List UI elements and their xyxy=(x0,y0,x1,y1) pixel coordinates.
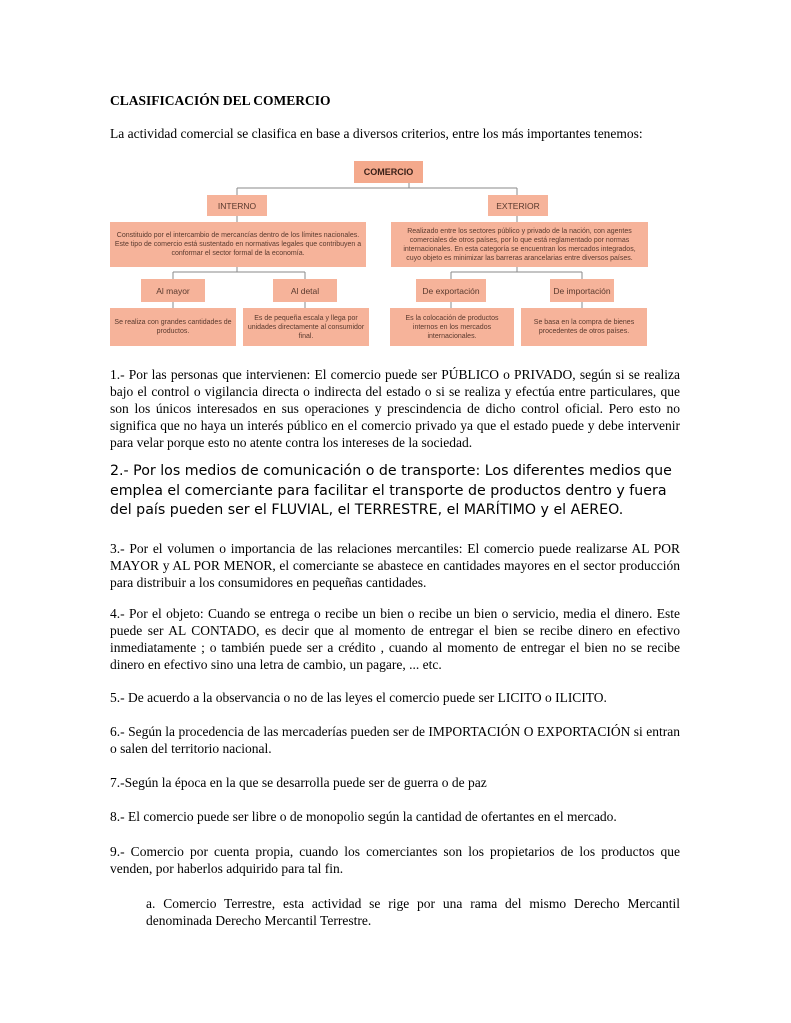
diagram-node-al-mayor: Al mayor xyxy=(141,279,205,302)
paragraph-1: 1.- Por las personas que intervienen: El comercio puede ser PÚBLICO o PRIVADO, según si se realiza bajo el control o vigilancia directa o indirecta del estado o si se realiza y efectúa entre particulares, que son los únicos interesados en sus operaciones y prescindencia de dicho control oficial. Pero esto no significa que no haya un interés público en el comercio privado ya que el estado puede y debe intervenir para velar porque esto no atente contra los intereses de la sociedad. xyxy=(110,367,680,450)
paragraph-2: 2.- Por los medios de comunicación o de transporte: Los diferentes medios que emplea el comerciante para facilitar el transporte de productos dentro y fuera del país pueden ser el FLUVIAL, el TERRESTRE, el MARÍTIMO y el AEREO. xyxy=(110,463,672,518)
paragraph-8: 8.- El comercio puede ser libre o de monopolio según la cantidad de ofertantes en el mercado. xyxy=(110,809,617,824)
document-title: CLASIFICACIÓN DEL COMERCIO xyxy=(110,93,331,108)
diagram-desc-exterior: Realizado entre los sectores público y privado de la nación, con agentes comerciales de otros países, por lo que está reglamentado por normas internacionales. En esta categoría se encuentran los mercados integrados, cuyo objeto es minimizar las barreras arancelarias entre diversos países. xyxy=(391,222,648,267)
paragraph-3: 3.- Por el volumen o importancia de las relaciones mercantiles: El comercio puede realizarse AL POR MAYOR y AL POR MENOR, el comerciante se abastece en cantidades mayores en el sector producción para distribuir a los consumidores en pequeñas cantidades. xyxy=(110,541,680,590)
diagram-node-de-exportacion: De exportación xyxy=(416,279,486,302)
classification-diagram xyxy=(108,158,650,348)
diagram-desc-de-exportacion: Es la colocación de productos internos en los mercados internacionales. xyxy=(390,308,514,346)
diagram-desc-de-importacion: Se basa en la compra de bienes procedentes de otros países. xyxy=(521,308,647,346)
diagram-desc-al-mayor: Se realiza con grandes cantidades de productos. xyxy=(110,308,236,346)
diagram-node-interno: INTERNO xyxy=(207,195,267,216)
diagram-desc-al-detal: Es de pequeña escala y llega por unidades directamente al consumidor final. xyxy=(243,308,369,346)
intro-text: La actividad comercial se clasifica en base a diversos criterios, entre los más importantes tenemos: xyxy=(110,126,643,141)
paragraph-5: 5.- De acuerdo a la observancia o no de las leyes el comercio puede ser LICITO o ILICITO. xyxy=(110,690,607,705)
diagram-node-exterior: EXTERIOR xyxy=(488,195,548,216)
diagram-desc-interno: Constituido por el intercambio de mercancías dentro de los límites nacionales. Este tipo de comercio está sustentado en normativas legales que contribuyen a conformar el sector formal de la economía. xyxy=(110,222,366,267)
list-item-9a: a. Comercio Terrestre, esta actividad se rige por una rama del mismo Derecho Mercantil denominada Derecho Mercantil Terrestre. xyxy=(146,896,680,928)
diagram-node-de-importacion: De importación xyxy=(550,279,614,302)
diagram-root-comercio: COMERCIO xyxy=(354,161,423,183)
diagram-node-al-detal: Al detal xyxy=(273,279,337,302)
paragraph-9: 9.- Comercio por cuenta propia, cuando los comerciantes son los propietarios de los productos que venden, por haberlos adquirido para tal fin. xyxy=(110,844,680,876)
paragraph-6: 6.- Según la procedencia de las mercaderías pueden ser de IMPORTACIÓN O EXPORTACIÓN si entran o salen del territorio nacional. xyxy=(110,724,680,756)
paragraph-7: 7.-Según la época en la que se desarrolla puede ser de guerra o de paz xyxy=(110,775,487,790)
paragraph-4: 4.- Por el objeto: Cuando se entrega o recibe un bien o recibe un bien o servicio, media el dinero. Este puede ser AL CONTADO, es decir que al momento de entregar el bien se recibe dinero en efectivo inmediatamente ; o también puede ser a crédito , cuando al momento de entregar el bien no se recibe dinero en efectivo sino una letra de cambio, un pagare, ... etc. xyxy=(110,606,680,672)
